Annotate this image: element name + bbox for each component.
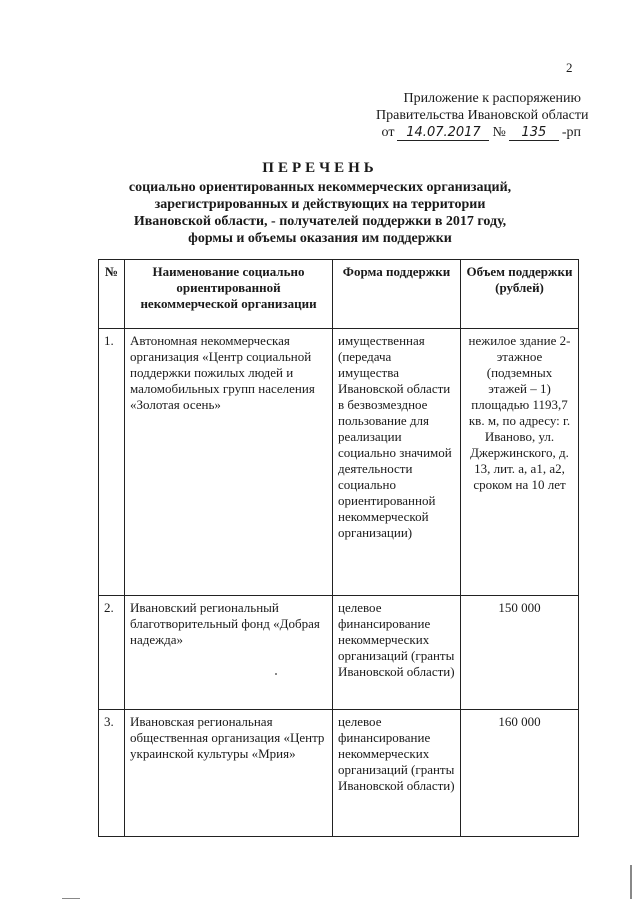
organization-name: Автономная некоммерческая организация «Центр социальной поддержки пожилых людей и маломобильных групп населения «Золотая осень» <box>125 329 333 596</box>
support-form: целевое финансирование некоммерческих организаций (гранты Ивановской области) <box>333 596 461 710</box>
from-label: от <box>381 125 395 140</box>
document-title <box>100 160 540 247</box>
scan-speck <box>275 673 277 675</box>
support-volume: нежилое здание 2-этажное (подземных этажей – 1) площадью 1193,7 кв. м, по адресу: г. Иваново, ул. Джержинского, д. 13, лит. а, а1, а2, сроком на 10 лет <box>461 329 579 596</box>
organization-name: Ивановская региональная общественная организация «Центр украинской культуры «Мрия» <box>125 710 333 837</box>
support-volume: 160 000 <box>461 710 579 837</box>
title-line-4: формы и объемы оказания им поддержки <box>188 231 452 246</box>
organizations-table <box>98 259 579 837</box>
header-support-volume: Объем поддержки (рублей) <box>461 260 579 329</box>
order-reference <box>376 124 581 141</box>
title-line-3: Ивановской области, - получателей поддержки в 2017 году, <box>133 214 507 229</box>
number-sign: № <box>492 125 506 140</box>
title-main: ПЕРЕЧЕНЬ <box>262 160 378 176</box>
order-number: 135 <box>509 126 559 141</box>
header-support-form: Форма поддержки <box>333 260 461 329</box>
title-line-1: социально ориентированных некоммерческих организаций, <box>128 180 512 195</box>
row-number: 1. <box>99 329 125 596</box>
support-form: целевое финансирование некоммерческих организаций (гранты Ивановской области) <box>333 710 461 837</box>
support-volume: 150 000 <box>461 596 579 710</box>
scan-edge-mark <box>62 898 80 899</box>
appendix-header <box>376 90 589 141</box>
table-row <box>99 710 579 837</box>
table-row <box>99 596 579 710</box>
support-form: имущественная (передача имущества Ивановской области в безвозмездное пользование для реализации социально значимой деятельности социально ориентированной некоммерческой организации) <box>333 329 461 596</box>
title-line-2: зарегистрированных и действующих на территории <box>154 197 486 212</box>
appendix-line-1: Приложение к распоряжению <box>403 91 581 106</box>
order-suffix: -рп <box>561 125 581 140</box>
header-number: № <box>99 260 125 329</box>
organization-name: Ивановский региональный благотворительный фонд «Добрая надежда» <box>125 596 333 710</box>
appendix-line-2: Правительства Ивановской области <box>376 108 589 123</box>
page-number: 2 <box>566 60 573 75</box>
order-date: 14.07.2017 <box>397 126 489 141</box>
row-number: 3. <box>99 710 125 837</box>
scan-edge-mark <box>630 865 632 899</box>
table-header-row <box>99 260 579 329</box>
row-number: 2. <box>99 596 125 710</box>
table-row <box>99 329 579 596</box>
header-organization-name: Наименование социально ориентированной некоммерческой организации <box>125 260 333 329</box>
